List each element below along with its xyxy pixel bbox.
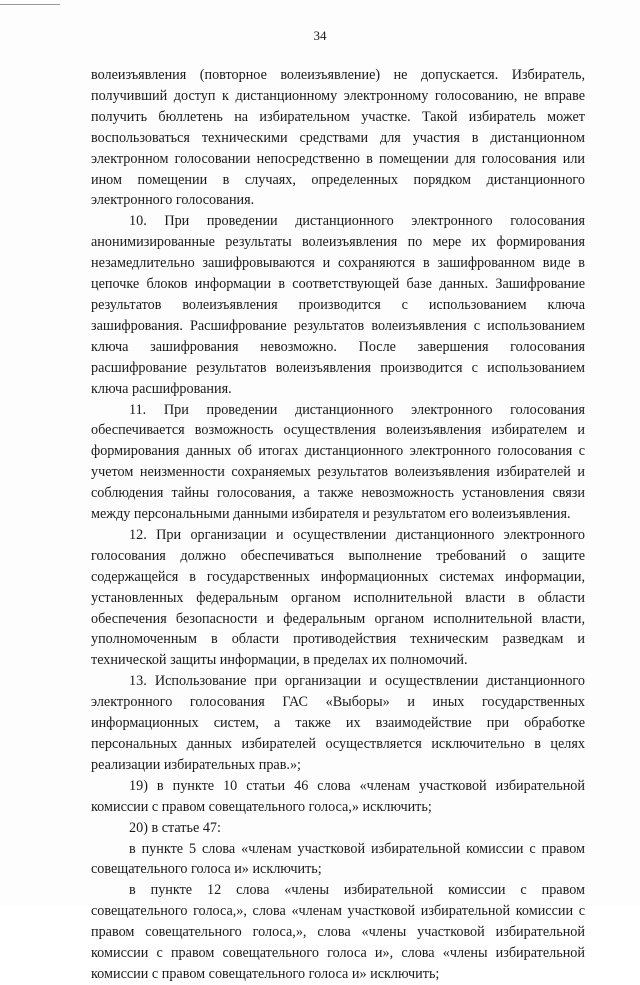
paragraph-item-12: 12. При организации и осуществлении дистанционного электронного голосования должно обеспечиваться выполнение требований о защите содержащейся в государственных информационных системах информации, установленных федеральным органом исполнительной власти в области обеспечения безопасности и федеральным органом исполнительной власти, уполномоченным в области противодействия техническим разведкам и технической защиты информации, в пределах их полномочий. (91, 526, 585, 669)
paragraph-item-13: 13. Использование при организации и осуществлении дистанционного электронного голосования ГАС «Выборы» и иных государственных информационных систем, а также их взаимодействие при обработке персональных данных избирателей осуществляется исключительно в целях реализации избирательных прав.»; (91, 673, 585, 773)
paragraph-amendment-20: 20) в статье 47: (129, 819, 221, 836)
paragraph-point-5: в пункте 5 слова «членам участковой избирательной комиссии с правом совещательного голоса и» исключить; (91, 840, 585, 878)
body-text (91, 65, 585, 985)
page-number: 34 (313, 28, 327, 43)
paragraph-amendment-19: 19) в пункте 10 статьи 46 слова «членам участковой избирательной комиссии с правом совещательного голоса,» исключить; (91, 777, 585, 815)
scan-edge-line (0, 4, 60, 5)
paragraph-point-12: в пункте 12 слова «члены избирательной комиссии с правом совещательного голоса,», слова «членам участковой избирательной комиссии с правом совещательного голоса,», слова «члены участковой избирательной комиссии с правом совещательного голоса и», слова «члены избирательной комиссии с правом совещательного голоса и» исключить; (91, 882, 585, 982)
paragraph-continuation: волеизъявления (повторное волеизъявление) не допускается. Избиратель, получивший доступ к дистанционному электронному голосованию, не вправе получить бюллетень на избирательном участке. Такой избиратель может воспользоваться техническими средствами для участия в дистанционном электронном голосовании непосредственно в помещении для голосования или ином помещении в случаях, определенных порядком дистанционного электронного голосования. (91, 67, 585, 209)
paragraph-item-11: 11. При проведении дистанционного электронного голосования обеспечивается возможность осуществления волеизъявления избирателем и формирования данных об итогах дистанционного электронного голосования с учетом неизменности сохраняемых результатов волеизъявления избирателей и соблюдения тайны голосования, а также невозможность установления связи между персональными данными избирателя и результатом его волеизъявления. (91, 401, 585, 523)
paragraph-item-10: 10. При проведении дистанционного электронного голосования анонимизированные результаты волеизъявления по мере их формирования незамедлительно зашифровываются и сохраняются в зашифрованном виде в цепочке блоков информации в соответствующей базе данных. Зашифрование результатов волеизъявления производится с использованием ключа зашифрования. Расшифрование результатов волеизъявления с использованием ключа зашифрования невозможно. После завершения голосования расшифрование результатов волеизъявления производится с использованием ключа расшифрования. (91, 213, 585, 397)
